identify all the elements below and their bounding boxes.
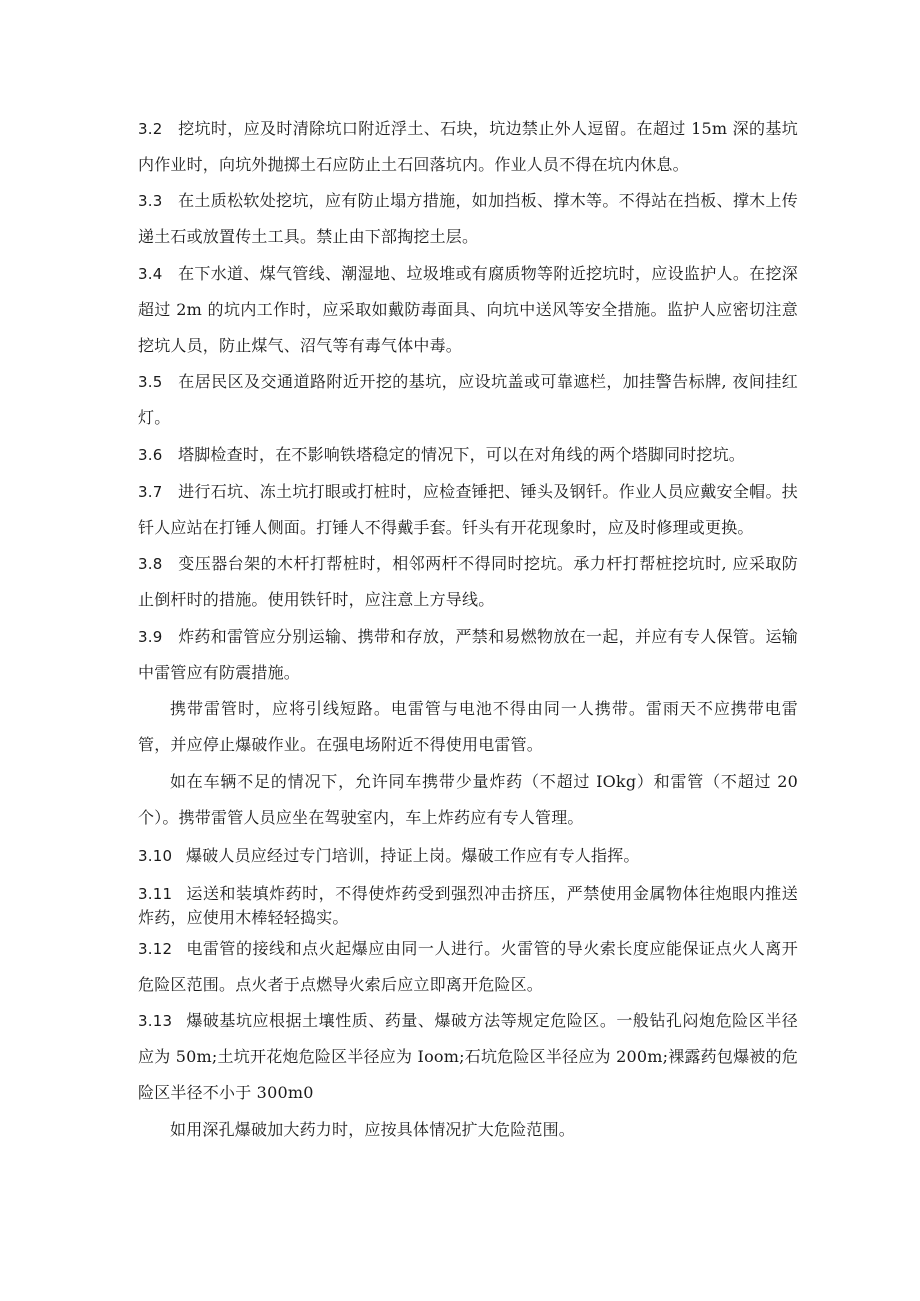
section-text: 电雷管的接线和点火起爆应由同一人进行。火雷管的导火索长度应能保证点火人离开危险区范围。点火者于点燃导火索后应立即离开危险区。 [138,939,798,994]
section-3-4 [138,256,798,364]
section-text: 在土质松软处挖坑，应有防止塌方措施，如加挡板、撑木等。不得站在挡板、撑木上传递土石或放置传土工具。禁止由下部掏挖土层。 [138,191,798,246]
section-text: 在下水道、煤气管线、潮湿地、垃圾堆或有腐质物等附近挖坑时，应设监护人。在挖深超过 2m 的坑内工作时，应采取如戴防毒面具、向坑中送风等安全措施。监护人应密切注意挖坑人员，防止煤气、沼气等有毒气体中毒。 [138,264,798,355]
paragraph-text: 如用深孔爆破加大药力时，应按具体情况扩大危险范围。 [170,1120,576,1139]
section-3-9 [138,619,798,691]
section-number: 3.2 [138,120,163,138]
section-3-8 [138,546,798,618]
section-3-11 [138,882,798,930]
section-text: 挖坑时，应及时清除坑口附近浮土、石块，坑边禁止外人逗留。在超过 15m 深的基坑内作业时，向坑外抛掷土石应防止土石回落坑内。作业人员不得在坑内休息。 [138,119,798,174]
section-number: 3.7 [138,483,163,501]
section-3-3 [138,183,798,255]
section-text: 变压器台架的木杆打帮桩时，相邻两杆不得同时挖坑。承力杆打帮桩挖坑时, 应采取防止倒杆时的措施。使用铁钎时，应注意上方导线。 [138,554,798,609]
section-3-2 [138,111,798,183]
section-3-6 [138,437,798,473]
section-text: 爆破基坑应根据土壤性质、药量、爆破方法等规定危险区。一般钻孔闷炮危险区半径应为 50m;土坑开花炮危险区半径应为 Ioom;石坑危险区半径应为 200m;裸露药包爆被的危险区半径不小于 300m0 [138,1011,798,1102]
section-text: 运送和装填炸药时，不得使炸药受到强烈冲击挤压，严禁使用金属物体往炮眼内推送炸药，应使用木棒轻轻捣实。 [138,884,798,927]
section-3-7 [138,474,798,546]
section-text: 炸药和雷管应分别运输、携带和存放，严禁和易燃物放在一起，并应有专人保管。运输中雷管应有防震措施。 [138,627,798,682]
section-text: 塔脚检查时，在不影响铁塔稳定的情况下，可以在对角线的两个塔脚同时挖坑。 [178,445,746,464]
section-number: 3.12 [138,940,173,958]
section-number: 3.10 [138,847,173,865]
section-3-5 [138,364,798,436]
paragraph-detonator-carrying [138,691,798,763]
section-text: 进行石坑、冻土坑打眼或打桩时，应检查锤把、锤头及钢钎。作业人员应戴安全帽。扶钎人应站在打锤人侧面。打锤人不得戴手套。钎头有开花现象时，应及时修理或更换。 [138,482,798,537]
section-3-12 [138,931,798,1003]
section-number: 3.8 [138,555,163,573]
section-3-13 [138,1003,798,1111]
section-text: 爆破人员应经过专门培训，持证上岗。爆破工作应有专人指挥。 [186,846,640,865]
section-text: 在居民区及交通道路附近开挖的基坑，应设坑盖或可靠遮栏，加挂警告标牌, 夜间挂红灯。 [138,372,798,427]
section-number: 3.9 [138,628,163,646]
paragraph-text: 如在车辆不足的情况下，允许同车携带少量炸药（不超过 IOkg）和雷管（不超过 20个）。携带雷管人员应坐在驾驶室内，车上炸药应有专人管理。 [138,772,798,827]
paragraph-deep-hole-blasting [138,1112,798,1148]
section-number: 3.3 [138,192,163,210]
section-number: 3.4 [138,265,163,283]
section-number: 3.11 [138,885,173,903]
section-number: 3.6 [138,446,163,464]
section-3-10 [138,838,798,874]
section-number: 3.5 [138,373,163,391]
section-number: 3.13 [138,1012,173,1030]
paragraph-text: 携带雷管时，应将引线短路。电雷管与电池不得由同一人携带。雷雨天不应携带电雷管，并应停止爆破作业。在强电场附近不得使用电雷管。 [138,699,798,754]
paragraph-vehicle-transport [138,764,798,836]
